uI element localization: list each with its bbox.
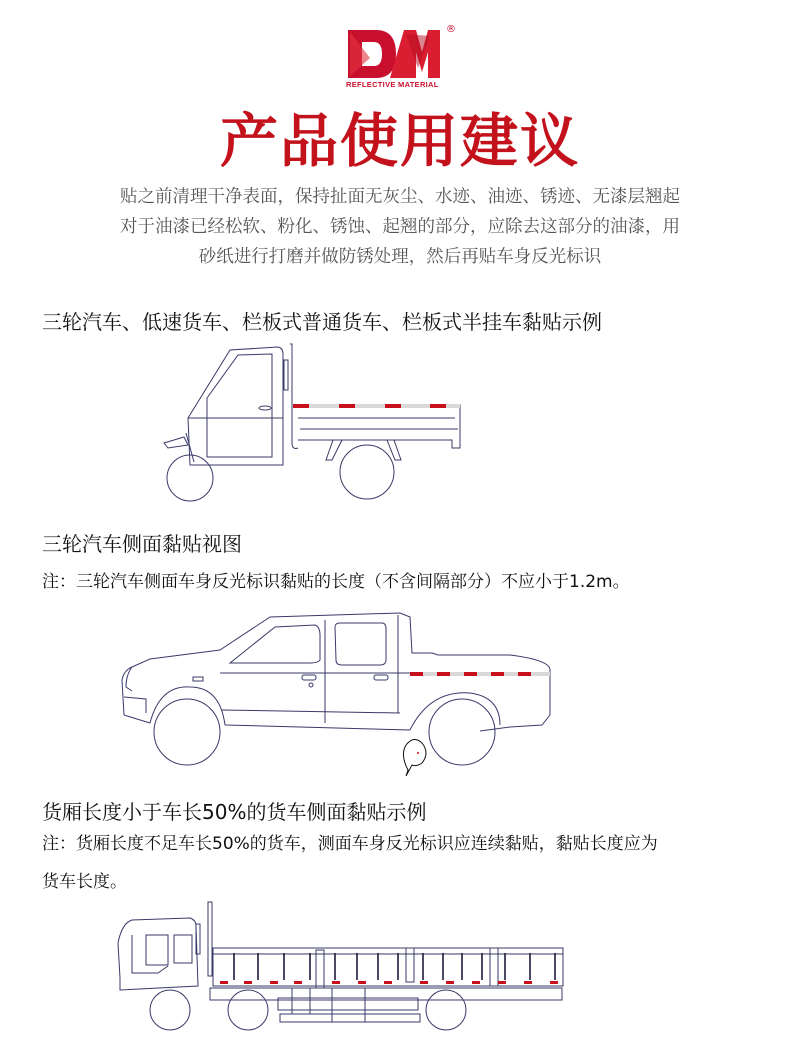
dm-logo-icon [346,28,442,80]
page-title: 产品使用建议 [219,107,580,175]
brand-logo [346,24,456,94]
section-heading-side-view: 三轮汽车侧面黏贴视图 [42,532,242,556]
intro-line: 贴之前清理干净表面，保持扯面无灰尘、水迹、油迹、锈迹、无漆层翘起 [120,187,680,207]
heavy-truck-illustration [110,898,570,1038]
intro-line: 对于油漆已经松软、粉化、锈蚀、起翘的部分，应除去这部分的油漆，用 [120,217,680,237]
section-heading-three-wheel: 三轮汽车、低速货车、栏板式普通货车、栏板式半挂车黏贴示例 [42,310,602,334]
registered-mark: ® [446,24,456,35]
pickup-truck-illustration [110,605,570,780]
section-note-line-1: 注：货厢长度不足车长50%的货车，测面车身反光标识应连续黏贴，黏贴长度应为 [42,834,658,854]
intro-line: 砂纸进行打磨并做防锈处理，然后再贴车身反光标识 [198,247,602,267]
section-heading-cargo-truck: 货厢长度小于车长50%的货车侧面黏贴示例 [42,800,427,824]
section-note-line-2: 货车长度。 [42,872,127,892]
section-note-side-view: 注：三轮汽车侧面车身反光标识黏贴的长度（不含间隔部分）不应小于1.2m。 [42,572,630,592]
three-wheel-truck-illustration [150,340,510,510]
intro-paragraph [40,182,760,272]
logo-tagline: REFLECTIVE MATERIAL [346,80,439,89]
